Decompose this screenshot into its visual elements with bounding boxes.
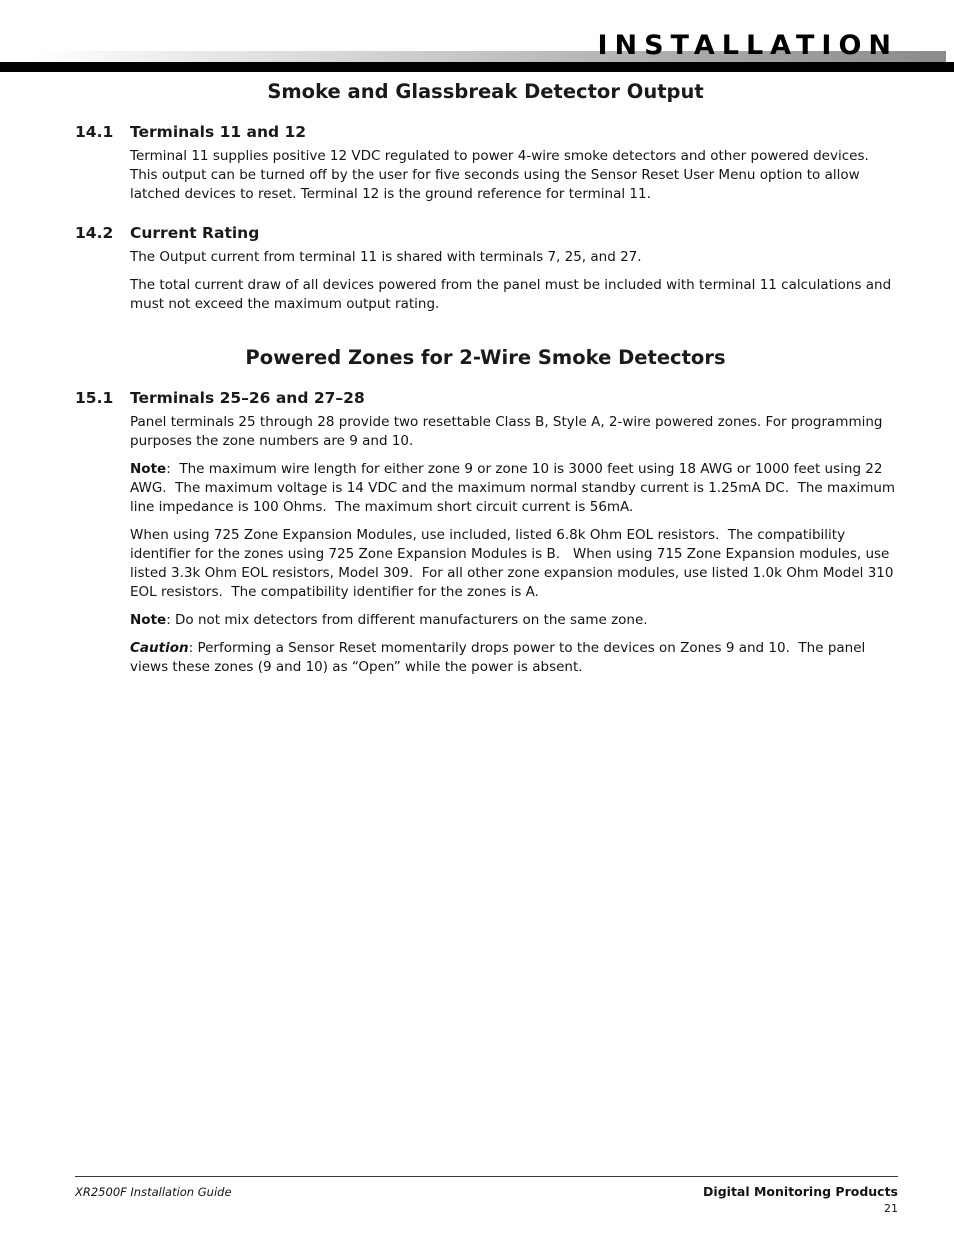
note-label: Note: [130, 461, 167, 477]
paragraph: The total current draw of all devices powered from the panel must be included with terminal 11 calculations and must not exceed the maximum output rating.: [130, 277, 896, 312]
heading-14-2: [75, 224, 896, 242]
note-paragraph: [130, 611, 896, 630]
footer-row: [75, 1184, 898, 1199]
footer-divider: [75, 1176, 898, 1177]
heading-14-2-title: Current Rating: [130, 224, 260, 242]
caution-text: : Performing a Sensor Reset momentarily drops power to the devices on Zones 9 and 10. The panel views these zones (9 and 10) as “Open” while the power is absent.: [130, 640, 870, 675]
footer-guide-title: XR2500F Installation Guide: [75, 1185, 232, 1199]
page-header: [0, 0, 954, 74]
heading-14-1-title: Terminals 11 and 12: [130, 123, 307, 141]
note-text: : The maximum wire length for either zone 9 or zone 10 is 3000 feet using 18 AWG or 1000 feet using 22 AWG. The maximum voltage is 14 VDC and the maximum normal standby current is 1.25mA DC. The maximum line impedance is 100 Ohms. The maximum short circuit current is 56mA.: [130, 461, 900, 515]
header-banner-title: INSTALLATION: [597, 30, 898, 61]
header-black-bar: [0, 62, 954, 72]
note-text: : Do not mix detectors from different manufacturers on the same zone.: [166, 612, 648, 628]
note-label: Note: [130, 612, 167, 628]
page-content: [0, 80, 954, 677]
heading-14-1: [75, 123, 896, 141]
heading-15-1-number: 15.1: [75, 389, 114, 407]
caution-paragraph: [130, 639, 896, 677]
footer-page-number: 21: [884, 1202, 898, 1215]
paragraph: Terminal 11 supplies positive 12 VDC regulated to power 4-wire smoke detectors and other powered devices. This output can be turned off by the user for five seconds using the Sensor Reset User Menu option to allow latched devices to reset. Terminal 12 is the ground reference for terminal 11.: [130, 148, 874, 202]
note-paragraph: [130, 460, 900, 517]
heading-14-1-number: 14.1: [75, 123, 114, 141]
section-title-powered-zones: Powered Zones for 2-Wire Smoke Detectors: [245, 346, 726, 369]
paragraph: When using 725 Zone Expansion Modules, use included, listed 6.8k Ohm EOL resistors. The compatibility identifier for the zones using 725 Zone Expansion Modules is B. When using 715 Zone Expansion modules, use listed 3.3k Ohm EOL resistors, Model 309. For all other zone expansion modules, use listed 1.0k Ohm Model 310 EOL resistors. The compatibility identifier for the zones is A.: [130, 527, 898, 600]
footer-company-name: Digital Monitoring Products: [703, 1184, 898, 1199]
section-title-smoke-glassbreak: Smoke and Glassbreak Detector Output: [267, 80, 704, 103]
page-footer: [75, 1176, 898, 1215]
heading-14-2-number: 14.2: [75, 224, 114, 242]
heading-15-1-title: Terminals 25–26 and 27–28: [130, 389, 365, 407]
paragraph: Panel terminals 25 through 28 provide two resettable Class B, Style A, 2-wire powered zones. For programming purposes the zone numbers are 9 and 10.: [130, 414, 887, 449]
paragraph: The Output current from terminal 11 is shared with terminals 7, 25, and 27.: [130, 249, 642, 265]
section-14-1-body: [130, 147, 896, 204]
heading-15-1: [75, 389, 896, 407]
caution-label: Caution: [130, 640, 189, 656]
section-14-2-body: [130, 248, 896, 314]
section-15-1-body: [130, 413, 900, 677]
